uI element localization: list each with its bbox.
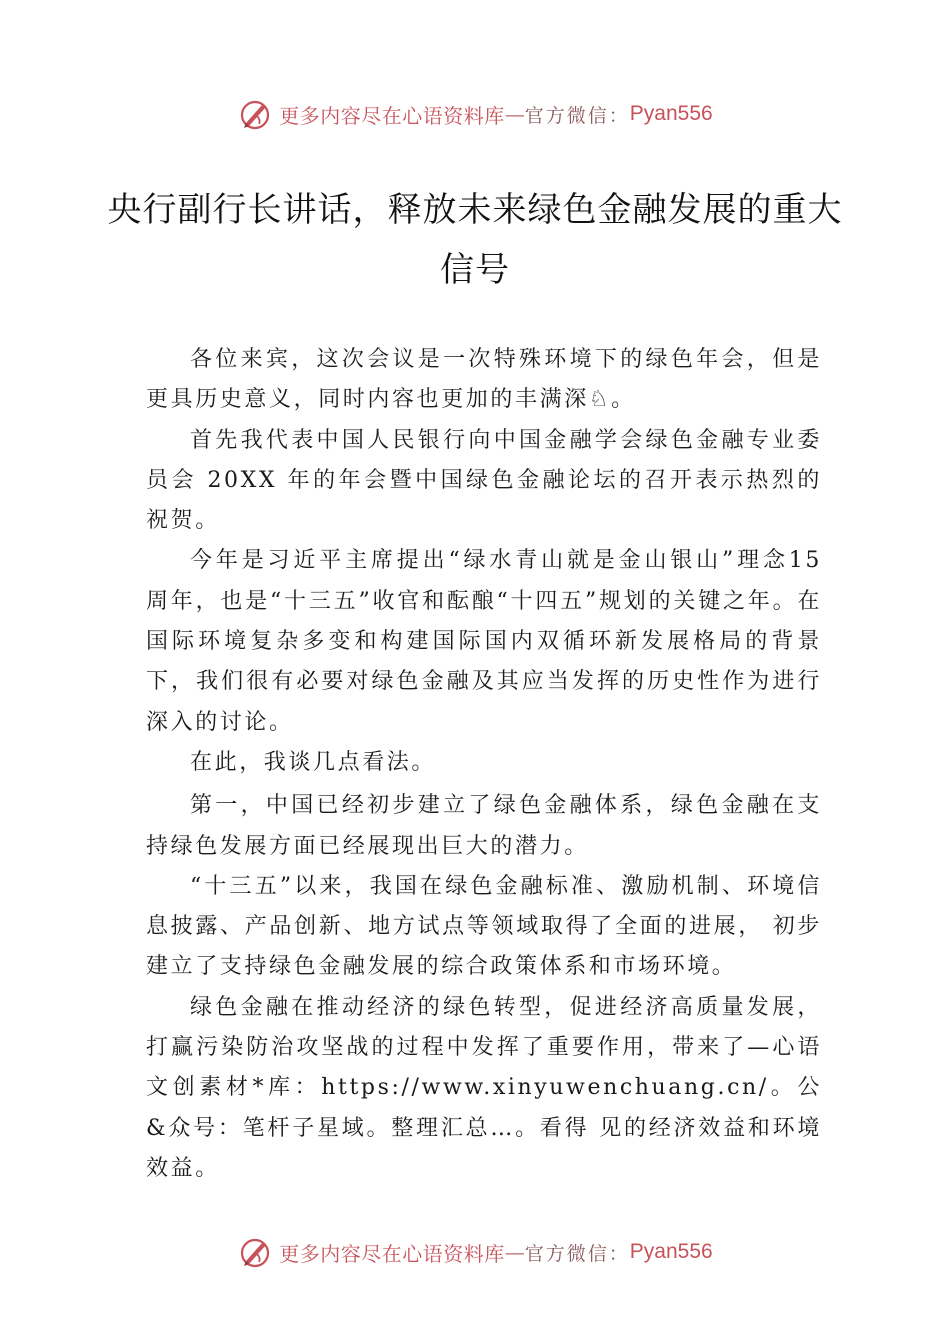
pen-logo-icon — [237, 1234, 273, 1270]
footer-brand-text: 更多内容尽在心语资料库 — [279, 1241, 505, 1266]
header-wechat-label: 官方微信： — [524, 104, 630, 127]
footer-wechat-id: Pyan556 — [629, 1240, 713, 1263]
header-separator: — — [504, 102, 525, 126]
paragraph: 绿色金融在推动经济的绿色转型，促进经济高质量发展， 打赢污染防治攻坚战的过程中发挥了重要作用，带来了—心语文创素材*库：https://www.xinyuwenchuang.cn/。公&众号：笔杆子星域。整理汇总…。看得 见的经济效益和环境效益。 — [146, 994, 822, 1181]
paragraph: 今年是习近平主席提出“绿水青山就是金山银山”理念15 周年，也是“十三五”收官和酝酿“十四五”规划的关键之年。在国际环境复杂多变和构建国际国内双循环新发展格局的背景下，我们很有必要对绿色金融及其应当发挥的历史性作为进行深入的讨论。 — [146, 548, 822, 735]
document-body — [146, 340, 822, 1189]
header-brand-text: 更多内容尽在心语资料库 — [279, 103, 505, 128]
paragraph: “十三五”以来，我国在绿色金融标准、激励机制、环境信息披露、产品创新、地方试点等领域取得了全面的进展， 初步建立了支持绿色金融发展的综合政策体系和市场环境。 — [146, 873, 822, 980]
pen-logo-icon — [237, 96, 273, 132]
footer-wechat-label: 官方微信： — [524, 1242, 630, 1265]
paragraph: 第一，中国已经初步建立了绿色金融体系，绿色金融在支持绿色发展方面已经展现出巨大的潜力。 — [146, 793, 822, 859]
footer-banner — [0, 1232, 950, 1272]
footer-separator: — — [504, 1240, 525, 1264]
paragraph: 在此，我谈几点看法。 — [190, 749, 437, 775]
header-banner — [0, 94, 950, 134]
document-title: 央行副行长讲话，释放未来绿色金融发展的重大信号 — [107, 190, 843, 290]
paragraph: 各位来宾，这次会议是一次特殊环境下的绿色年会，但是更具历史意义，同时内容也更加的丰满深♘。 — [146, 347, 822, 413]
paragraph: 首先我代表中国人民银行向中国金融学会绿色金融专业委员会 20XX 年的年会暨中国绿色金融论坛的召开表示热烈的祝贺。 — [146, 427, 822, 534]
header-wechat-id: Pyan556 — [629, 102, 713, 125]
